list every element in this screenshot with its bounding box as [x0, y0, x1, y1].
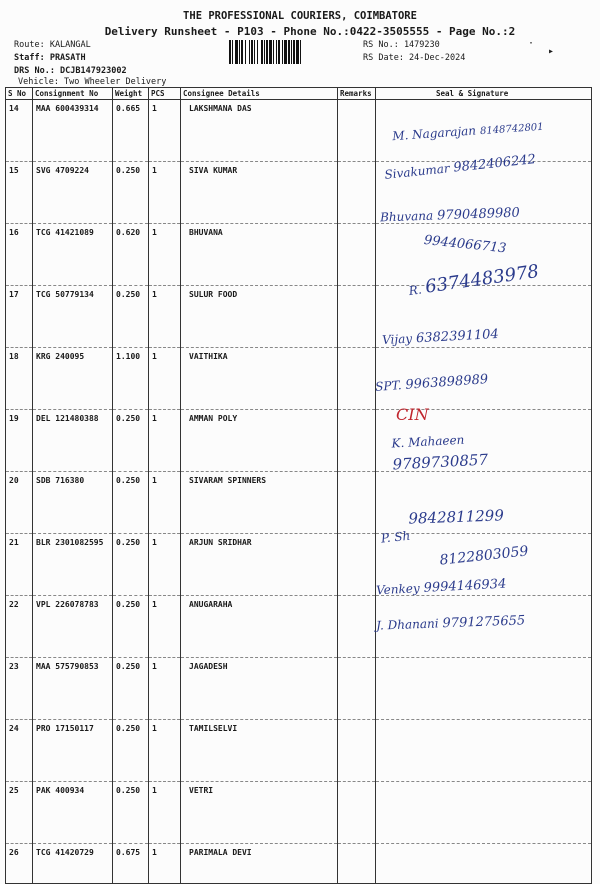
remarks-cell: [338, 720, 376, 782]
consignee-cell: LAKSHMANA DAS: [181, 100, 338, 162]
weight-cell: 0.675: [113, 844, 149, 884]
consignment-number-cell: TCG 41421089: [33, 224, 113, 286]
serial-number-cell: 16: [6, 224, 33, 286]
rs-date: RS Date: 24-Dec-2024: [363, 53, 465, 63]
signature-phone: 8148742801: [480, 122, 544, 137]
serial-number-cell: 19: [6, 410, 33, 472]
consignment-number-cell: SVG 4709224: [33, 162, 113, 224]
signature-name: R.: [408, 282, 423, 298]
consignment-number-cell: SDB 716380: [33, 472, 113, 534]
remarks-cell: [338, 596, 376, 658]
column-header: Weight: [113, 88, 149, 100]
serial-number-cell: 24: [6, 720, 33, 782]
weight-cell: 0.250: [113, 286, 149, 348]
rs-number: RS No.: 1479230: [363, 40, 440, 50]
remarks-cell: [338, 658, 376, 720]
pieces-cell: 1: [149, 472, 181, 534]
weight-cell: 0.250: [113, 658, 149, 720]
pieces-cell: 1: [149, 348, 181, 410]
signature-phone: 9790489980: [437, 206, 520, 224]
table-row: [6, 720, 592, 782]
staff-label: Staff: PRASATH: [14, 53, 86, 63]
table-row: [6, 410, 592, 472]
signature-name: Sivakumar: [384, 161, 450, 182]
remarks-cell: [338, 286, 376, 348]
weight-cell: 0.250: [113, 534, 149, 596]
table-row: [6, 286, 592, 348]
company-title: THE PROFESSIONAL COURIERS, COIMBATORE: [0, 10, 600, 22]
column-header: Consignee Details: [181, 88, 338, 100]
consignee-cell: TAMILSELVI: [181, 720, 338, 782]
serial-number-cell: 21: [6, 534, 33, 596]
signature-cell: [376, 844, 592, 884]
consignee-cell: SIVARAM SPINNERS: [181, 472, 338, 534]
handwritten-signature: [396, 405, 433, 424]
pieces-cell: 1: [149, 596, 181, 658]
weight-cell: 0.250: [113, 596, 149, 658]
remarks-cell: [338, 410, 376, 472]
column-header: PCS: [149, 88, 181, 100]
signature-phone: 9842811299: [408, 506, 504, 527]
route-label: Route: KALANGAL: [14, 40, 91, 50]
consignee-cell: ANUGARAHA: [181, 596, 338, 658]
consignment-number-cell: TCG 50779134: [33, 286, 113, 348]
remarks-cell: [338, 844, 376, 884]
consignee-cell: VAITHIKA: [181, 348, 338, 410]
serial-number-cell: 18: [6, 348, 33, 410]
consignee-cell: AMMAN POLY: [181, 410, 338, 472]
signature-phone: 9789730857: [392, 450, 488, 473]
consignment-number-cell: MAA 600439314: [33, 100, 113, 162]
signature-phone: 9791275655: [442, 613, 525, 631]
signature-phone: 9994146934: [423, 577, 506, 596]
weight-cell: 0.250: [113, 472, 149, 534]
remarks-cell: [338, 162, 376, 224]
serial-number-cell: 17: [6, 286, 33, 348]
serial-number-cell: 14: [6, 100, 33, 162]
runsheet-title: Delivery Runsheet - P103 - Phone No.:0422-3505555 - Page No.:2: [10, 25, 600, 38]
pieces-cell: 1: [149, 844, 181, 884]
consignee-cell: JAGADESH: [181, 658, 338, 720]
pieces-cell: 1: [149, 720, 181, 782]
remarks-cell: [338, 348, 376, 410]
signature-phone: 6382391104: [416, 327, 499, 346]
column-header: Remarks: [338, 88, 376, 100]
signature-phone: 8122803059: [439, 543, 529, 568]
consignment-number-cell: VPL 226078783: [33, 596, 113, 658]
pieces-cell: 1: [149, 224, 181, 286]
weight-cell: 0.250: [113, 720, 149, 782]
weight-cell: 0.620: [113, 224, 149, 286]
consignment-number-cell: PRO 17150117: [33, 720, 113, 782]
signature-cell: [376, 782, 592, 844]
serial-number-cell: 26: [6, 844, 33, 884]
signature-cell: [376, 658, 592, 720]
stray-mark: ▸: [548, 46, 554, 57]
table-row: [6, 844, 592, 884]
stray-mark: ·: [528, 38, 534, 49]
serial-number-cell: 23: [6, 658, 33, 720]
weight-cell: 0.665: [113, 100, 149, 162]
signature-name: Venkey: [376, 581, 420, 597]
signature-cell: [376, 720, 592, 782]
serial-number-cell: 22: [6, 596, 33, 658]
consignment-number-cell: PAK 400934: [33, 782, 113, 844]
consignment-number-cell: MAA 575790853: [33, 658, 113, 720]
pieces-cell: 1: [149, 782, 181, 844]
signature-phone: 9963898989: [405, 372, 489, 393]
column-header: Consignment No: [33, 88, 113, 100]
serial-number-cell: 25: [6, 782, 33, 844]
signature-phone: 9944066713: [423, 233, 507, 257]
signature-name: [419, 232, 420, 246]
barcode-bar: [301, 40, 303, 64]
consignee-cell: VETRI: [181, 782, 338, 844]
signature-name: K. Mahaeen: [391, 433, 464, 451]
consignee-cell: ARJUN SRIDHAR: [181, 534, 338, 596]
signature-phone: 9842406242: [453, 152, 537, 176]
table-row: [6, 658, 592, 720]
signature-name: CIN: [396, 405, 429, 424]
column-header: Seal & Signature: [376, 88, 592, 100]
remarks-cell: [338, 782, 376, 844]
weight-cell: 0.250: [113, 162, 149, 224]
remarks-cell: [338, 472, 376, 534]
consignee-cell: PARIMALA DEVI: [181, 844, 338, 884]
vehicle-label: Vehicle: Two Wheeler Delivery: [18, 77, 166, 87]
pieces-cell: 1: [149, 410, 181, 472]
signature-phone: 6374483978: [424, 261, 540, 298]
signature-name: SPT.: [375, 378, 402, 394]
weight-cell: 0.250: [113, 782, 149, 844]
consignee-cell: BHUVANA: [181, 224, 338, 286]
drs-number: DRS No.: DCJB147923002: [14, 66, 127, 76]
table-header-row: [6, 88, 592, 100]
pieces-cell: 1: [149, 534, 181, 596]
column-header: S No: [6, 88, 33, 100]
signature-name: M. Nagarajan: [392, 123, 477, 143]
signature-name: Bhuvana: [380, 209, 434, 225]
consignment-number-cell: KRG 240095: [33, 348, 113, 410]
pieces-cell: 1: [149, 100, 181, 162]
serial-number-cell: 20: [6, 472, 33, 534]
pieces-cell: 1: [149, 162, 181, 224]
weight-cell: 1.100: [113, 348, 149, 410]
consignment-number-cell: DEL 121480388: [33, 410, 113, 472]
pieces-cell: 1: [149, 658, 181, 720]
table-row: [6, 348, 592, 410]
consignee-cell: SIVA KUMAR: [181, 162, 338, 224]
signature-name: Vijay: [382, 331, 413, 347]
remarks-cell: [338, 100, 376, 162]
barcode-image: [229, 40, 358, 64]
signature-name: J. Dhanani: [376, 616, 439, 632]
consignment-number-cell: TCG 41420729: [33, 844, 113, 884]
serial-number-cell: 15: [6, 162, 33, 224]
weight-cell: 0.250: [113, 410, 149, 472]
consignee-cell: SULUR FOOD: [181, 286, 338, 348]
pieces-cell: 1: [149, 286, 181, 348]
table-row: [6, 782, 592, 844]
signature-name: P. Sh: [380, 529, 411, 546]
consignment-number-cell: BLR 2301082595: [33, 534, 113, 596]
remarks-cell: [338, 224, 376, 286]
handwritten-signature: [391, 428, 488, 474]
remarks-cell: [338, 534, 376, 596]
